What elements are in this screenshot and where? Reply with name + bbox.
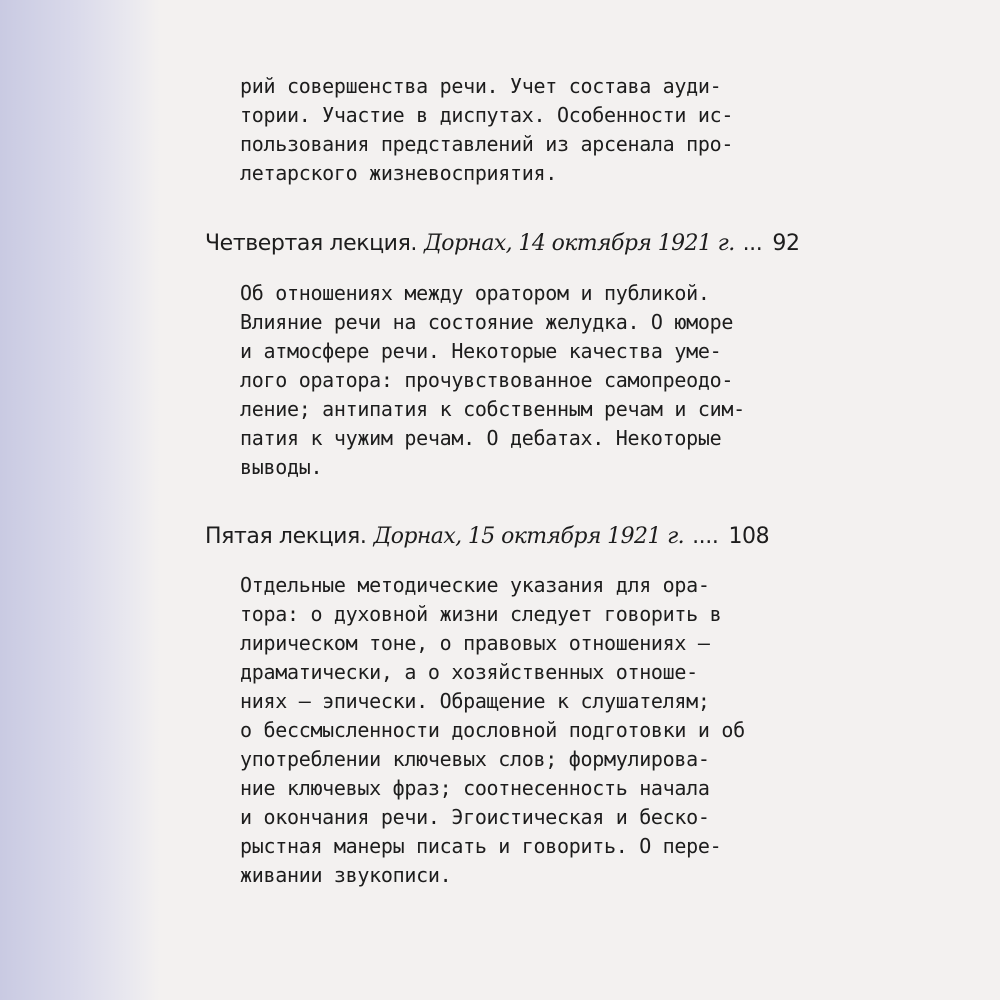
summary-line: летарского жизневосприятия. — [240, 161, 558, 185]
summary-line: Влияние речи на состояние желудка. О юморе — [240, 310, 734, 334]
lecture-4-title: Четвертая лекция. — [205, 231, 418, 256]
lecture-4-place-date: Дорнах, 14 октября 1921 г. — [424, 231, 735, 256]
lecture-5-leader-dots: .... — [692, 524, 719, 549]
summary-line: Отдельные методические указания для ора- — [240, 573, 710, 597]
lecture-5-page-number: 108 — [728, 524, 770, 549]
summary-line: ление; антипатия к собственным речам и сим- — [240, 397, 745, 421]
lecture-4-leader-dots: ... — [742, 231, 763, 256]
summary-line: и атмосфере речи. Некоторые качества уме- — [240, 339, 722, 363]
lecture-3-summary — [240, 72, 800, 188]
summary-line: выводы. — [240, 455, 323, 479]
summary-line: о бессмысленности дословной подготовки и об — [240, 718, 745, 742]
lecture-4-heading — [205, 229, 815, 259]
lecture-5-place-date: Дорнах, 15 октября 1921 г. — [373, 524, 685, 549]
lecture-4-page-number: 92 — [772, 231, 800, 256]
summary-line: лого оратора: прочувствованное самопреодо- — [240, 368, 734, 392]
lecture-4-summary — [240, 279, 800, 482]
summary-line: драматически, а о хозяйственных отноше- — [240, 660, 698, 684]
summary-line: тора: о духовной жизни следует говорить в — [240, 602, 722, 626]
summary-line: употреблении ключевых слов; формулирова- — [240, 747, 710, 771]
summary-line: рыстная манеры писать и говорить. О пере- — [240, 834, 722, 858]
summary-line: лирическом тоне, о правовых отношениях — — [240, 631, 710, 655]
summary-line: пользования представлений из арсенала про- — [240, 132, 734, 156]
binding-shadow — [0, 0, 160, 1000]
summary-line: и окончания речи. Эгоистическая и беско- — [240, 805, 710, 829]
summary-line: рий совершенства речи. Учет состава ауди- — [240, 74, 722, 98]
summary-line: Об отношениях между оратором и публикой. — [240, 281, 710, 305]
summary-line: живании звукописи. — [240, 863, 452, 887]
summary-line: тории. Участие в диспутах. Особенности ис- — [240, 103, 734, 127]
lecture-5-heading — [205, 522, 815, 552]
lecture-5-summary — [240, 571, 800, 890]
summary-line: патия к чужим речам. О дебатах. Некоторые — [240, 426, 722, 450]
summary-line: ние ключевых фраз; соотнесенность начала — [240, 776, 710, 800]
book-page — [205, 0, 825, 1000]
summary-line: ниях — эпически. Обращение к слушателям; — [240, 689, 710, 713]
lecture-5-title: Пятая лекция. — [205, 524, 367, 549]
